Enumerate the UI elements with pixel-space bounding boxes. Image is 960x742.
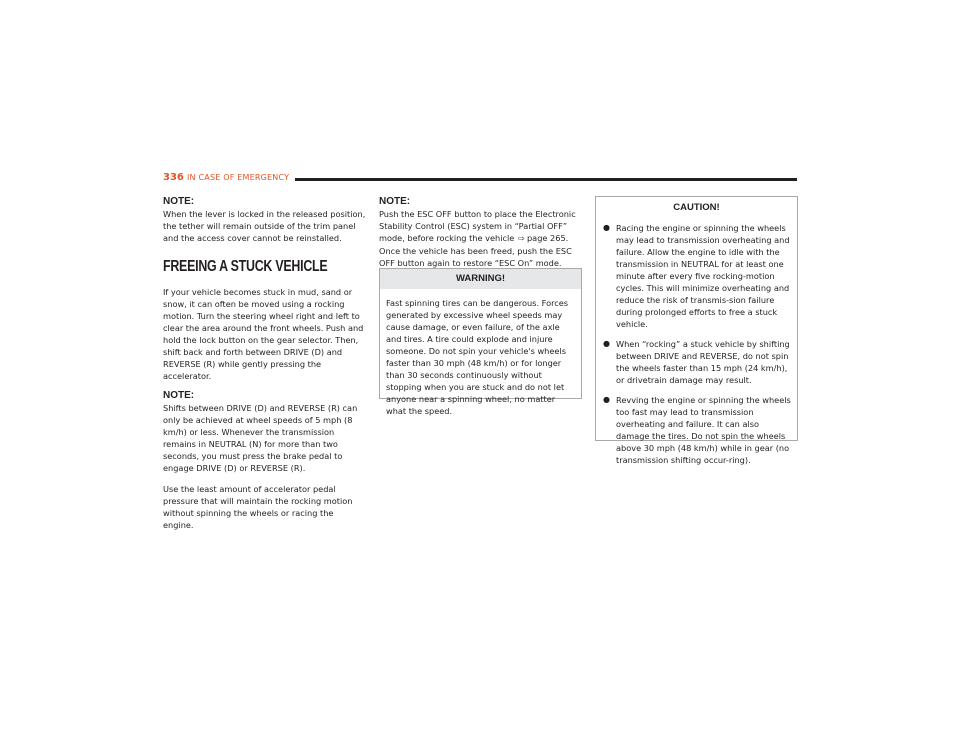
list-item: ● Racing the engine or spinning the wheels may lead to transmission overheating and failure. Allow the engine to idle with the transmission in NEUTRAL for at least one minute after every five rocking-motion cycles. This will minimize overheating and reduce the risk of transmis-sion failure during prolonged efforts to free a stuck vehicle. bbox=[603, 223, 790, 329]
caution-title: CAUTION! bbox=[596, 197, 797, 219]
section-heading: FREEING A STUCK VEHICLE bbox=[163, 258, 328, 275]
note-label: NOTE: bbox=[163, 196, 195, 207]
page-header bbox=[163, 172, 797, 186]
warning-box bbox=[379, 268, 582, 416]
caution-box bbox=[595, 196, 798, 465]
note-text bbox=[379, 208, 581, 269]
column-2 bbox=[379, 196, 581, 269]
note-label: NOTE: bbox=[163, 390, 195, 401]
bullet-icon: ● bbox=[603, 395, 610, 404]
list-item: ● Revving the engine or spinning the wheels too fast may lead to transmission overheating and failure. It can also damage the tires. Do not spin the wheels above 30 mph (48 km/h) while in gear (no transmission shifting occur-ring). bbox=[603, 395, 791, 465]
note-text: Shifts between DRIVE (D) and REVERSE (R) can only be achieved at wheel speeds of 5 mph (8 km/h) or less. Whenever the transmission remains in NEUTRAL (N) for more than two seconds, you must press the brake pedal to engage DRIVE (D) or REVERSE (R). bbox=[163, 403, 358, 473]
bullet-icon: ● bbox=[603, 339, 610, 348]
page-reference-link[interactable]: page 265. Once the vehicle has been freed, push the ESC OFF button again to restore “ESC On” mode. bbox=[379, 233, 572, 268]
bullet-icon: ● bbox=[603, 223, 610, 232]
page-number: 336 bbox=[163, 172, 184, 183]
header-rule bbox=[295, 178, 797, 181]
section-title: IN CASE OF EMERGENCY bbox=[187, 173, 290, 182]
warning-text: Fast spinning tires can be dangerous. Forces generated by excessive wheel speeds may cause damage, or even failure, of the axle and tires. A tire could explode and injure someone. Do not spin your vehicle's wheels faster than 30 mph (48 km/h) or for longer than 30 seconds continuously without stopping when you are stuck and do not let anyone near a spinning wheel, no matter what the speed. bbox=[386, 298, 569, 416]
caution-list bbox=[602, 222, 791, 466]
list-item: ● When “rocking” a stuck vehicle by shifting between DRIVE and REVERSE, do not spin the wheels faster than 15 mph (24 km/h), or drivetrain damage may result. bbox=[603, 339, 790, 385]
note-text-part: Push the ESC OFF button to place the Electronic Stability Control (ESC) system in “Partial OFF” mode, before rocking the vehicle bbox=[379, 209, 576, 243]
note-label: NOTE: bbox=[379, 196, 411, 207]
column-1 bbox=[163, 196, 366, 531]
note-text: When the lever is locked in the released position, the tether will remain outside of the trim panel and the access cover cannot be reinstalled. bbox=[163, 209, 366, 243]
page-reference-arrow-icon: ⇨ bbox=[518, 234, 525, 243]
paragraph: If your vehicle becomes stuck in mud, sand or snow, it can often be moved using a rocking motion. Turn the steering wheel right and left to clear the area around the front wheels. Push and hold the lock button on the gear selector. Then, shift back and forth between DRIVE (D) and REVERSE (R) while gently pressing the accelerator. bbox=[163, 287, 364, 381]
paragraph: Use the least amount of accelerator pedal pressure that will maintain the rocking motion without spinning the wheels or racing the engine. bbox=[163, 484, 353, 530]
warning-title: WARNING! bbox=[380, 269, 581, 289]
